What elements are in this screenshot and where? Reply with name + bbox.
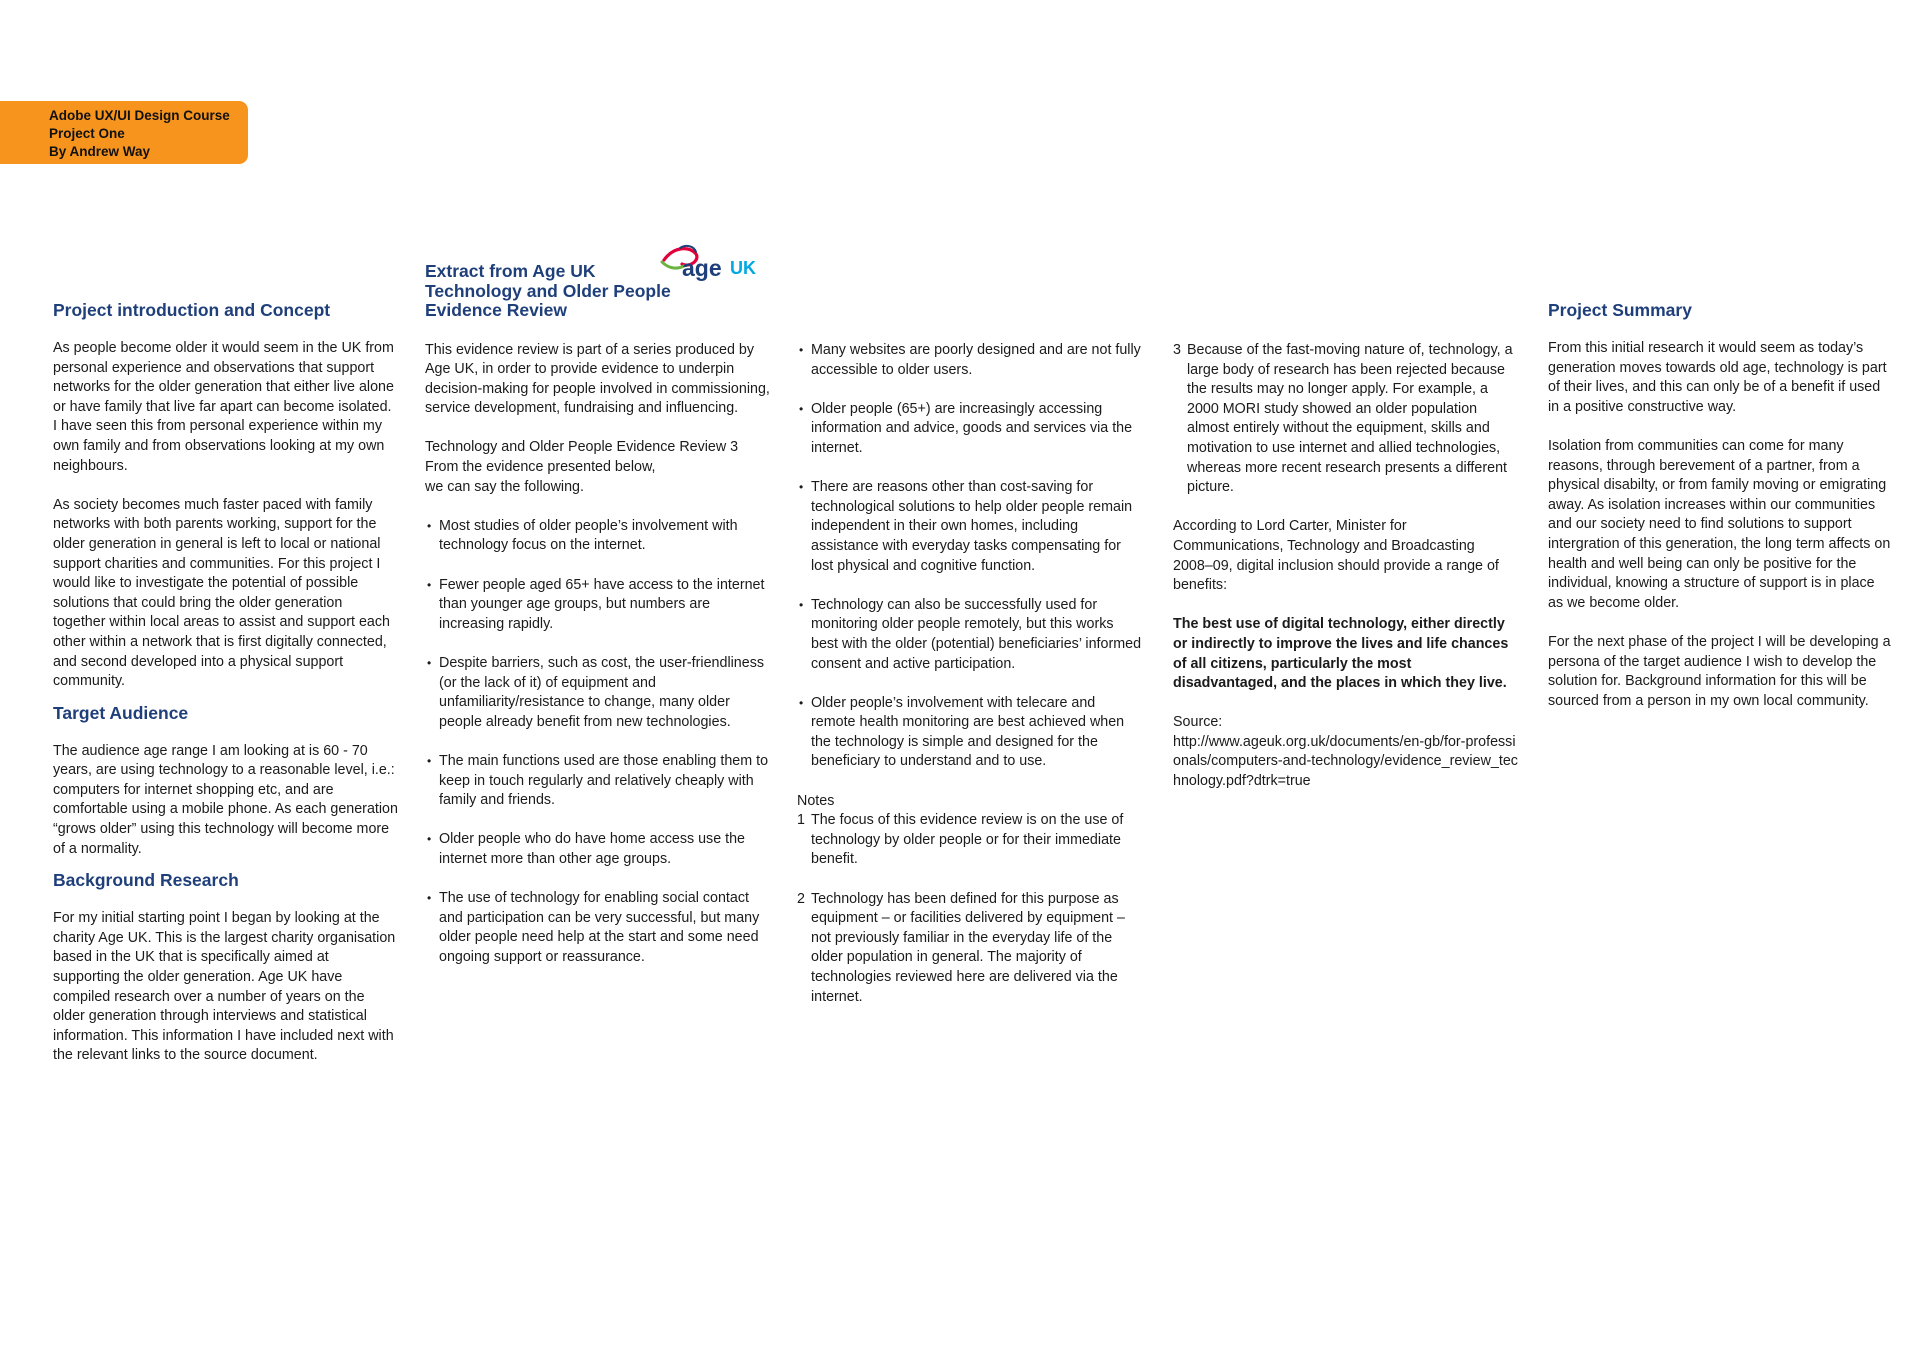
summary-heading: Project Summary <box>1548 300 1692 320</box>
note-number: 3 <box>1173 342 1181 358</box>
evidence-bullet: • Despite barriers, such as cost, the user-friendliness (or the lack of it) of equipment and unfamiliarity/resistance to change, many older people already benefit from new technologies. <box>425 654 770 732</box>
note-text: Technology has been defined for this purpose as equipment – or facilities delivered by equipment – not previously familiar in the everyday life of the older population in general. The majority of technologies reviewed here are delivered via the internet. <box>811 890 1125 1005</box>
audience-paragraph: The audience age range I am looking at is 60 - 70 years, are using technology to a reasonable level, i.e.: computers for internet shopping etc, and are comfortable using a mobile phone. As each generation “grows older” using this technology will become more of a normality. <box>53 742 398 857</box>
research-paragraph: For my initial starting point I began by looking at the charity Age UK. This is the largest charity organisation based in the UK that is specifically aimed at supporting the older generation. Age UK have compiled research over a number of years on the older generation through interviews and statistical information. This information I have included next with the relevant links to the source document. <box>53 910 396 1064</box>
note-number: 1 <box>797 812 805 829</box>
evidence-bullet: • There are reasons other than cost-saving for technological solutions to help older people remain independent in their own homes, including assistance with everyday tasks compensating for lost physical and cognitive function. <box>797 478 1142 576</box>
note-item <box>797 890 1142 1008</box>
audience-heading: Target Audience <box>53 702 189 723</box>
evidence-bullet: • Older people who do have home access use the internet more than other age groups. <box>425 830 770 869</box>
author-name: By Andrew Way <box>49 144 151 159</box>
column-summary <box>1548 300 1893 711</box>
course-name: Adobe UX/UI Design Course <box>49 108 230 123</box>
extract-title-line-1: Extract from Age UK <box>425 261 596 281</box>
evidence-bullet: • The use of technology for enabling social contact and participation can be very successful, but many older people need help at the start and some need ongoing support or reassurance. <box>425 889 770 967</box>
evidence-bullet: • Most studies of older people’s involvement with technology focus on the internet. <box>425 517 770 556</box>
summary-paragraph-3: For the next phase of the project I will be developing a persona of the target audience I wish to develop the solution for. Background information for this will be sourced from a person in my own local community. <box>1548 633 1891 709</box>
source-label: Source: <box>1173 714 1223 731</box>
extract-title-line-3: Evidence Review <box>425 300 568 320</box>
logo-text-uk: UK <box>730 258 756 278</box>
extract-paragraph-1: This evidence review is part of a series produced by Age UK, in order to provide evidence to underpin decision-making for people involved in commissioning, service development, fundraising and influencing. <box>425 341 770 417</box>
logo-text-age: age <box>682 255 722 281</box>
intro-paragraph-2: As society becomes much faster paced with family networks with both parents working, support for the older generation in general is left to local or national support charities and communities. For this project I would like to investigate the potential of possible solutions that could bring the older generation together within local areas to assist and support each other within a network that is first digitally connected, and second developed into a physical support community. <box>53 496 390 690</box>
evidence-bullet: • Fewer people aged 65+ have access to the internet than younger age groups, but numbers are increasing rapidly. <box>425 576 770 635</box>
intro-paragraph-1: As people become older it would seem in the UK from personal experience and observations that support networks for the older generation that either live alone or have family that live far apart can become isolated. I have seen this from personal experience within my own family and from observations looking at my own neighbours. <box>53 340 394 474</box>
extract-title <box>425 262 770 321</box>
column-evidence-continued <box>797 341 1142 1007</box>
evidence-bullet: • Technology can also be successfully used for monitoring older people remotely, but this works best with the older (potential) beneficiaries’ informed consent and active participation. <box>797 596 1142 674</box>
summary-paragraph-1: From this initial research it would seem as today’s generation moves towards old age, technology is part of their lives, and this can only be of a benefit if used in a positive constructive way. <box>1548 340 1887 415</box>
source-link[interactable]: http://www.ageuk.org.uk/documents/en-gb/for-professionals/computers-and-technology/evidence_review_technology.pdf?dtrk=true <box>1173 733 1518 790</box>
evidence-bullet: • Many websites are poorly designed and are not fully accessible to older users. <box>797 341 1142 380</box>
notes-label: Notes <box>797 792 835 809</box>
intro-heading: Project introduction and Concept <box>53 300 331 320</box>
evidence-review-label: Technology and Older People Evidence Review 3 <box>425 439 739 456</box>
project-number: Project One <box>49 126 125 141</box>
evidence-bullet: • Older people’s involvement with telecare and remote health monitoring are best achieved when the technology is simple and designed for the beneficiary to understand and to use. <box>797 694 1142 772</box>
course-tag <box>0 101 248 164</box>
note-text: Because of the fast-moving nature of, technology, a large body of research has been rejected because the results may no longer apply. For example, a 2000 MORI study showed an older population almost entirely without the equipment, skills and motivation to use internet and allied technologies, whereas more recent research presents a different picture. <box>1187 342 1513 496</box>
carter-paragraph: According to Lord Carter, Minister for Communications, Technology and Broadcasting 2008–09, digital inclusion should provide a range of benefits: <box>1173 518 1499 594</box>
digital-inclusion-quote: The best use of digital technology, either directly or indirectly to improve the lives and life chances of all citizens, particularly the most disadvantaged, and the places in which they live. <box>1173 616 1509 692</box>
column-digital-inclusion <box>1173 341 1518 792</box>
note-number: 2 <box>797 890 805 907</box>
column-introduction <box>53 300 398 1066</box>
evidence-bullet: • Older people (65+) are increasingly accessing information and advice, goods and services via the internet. <box>797 400 1142 459</box>
research-heading: Background Research <box>53 870 239 891</box>
note-item <box>797 811 1142 870</box>
evidence-intro-line: From the evidence presented below, <box>425 459 656 476</box>
column-extract <box>425 262 770 968</box>
summary-paragraph-2: Isolation from communities can come for many reasons, through berevement of a partner, from a physical disabilty, or from family moving or emigrating away. As isolation increases within our communities and our society need to find solutions to support intergration of this generation, the long term affects on health and well being can only be positive for the individual, knowing a structure of support is in place as we become older. <box>1548 437 1891 611</box>
note-item <box>1173 341 1518 498</box>
note-text: The focus of this evidence review is on the use of technology by older people or for their immediate benefit. <box>811 812 1124 868</box>
evidence-bullet: • The main functions used are those enabling them to keep in touch regularly and relatively cheaply with family and friends. <box>425 752 770 811</box>
evidence-intro-line: we can say the following. <box>425 478 584 495</box>
extract-title-line-2: Technology and Older People <box>425 280 671 301</box>
